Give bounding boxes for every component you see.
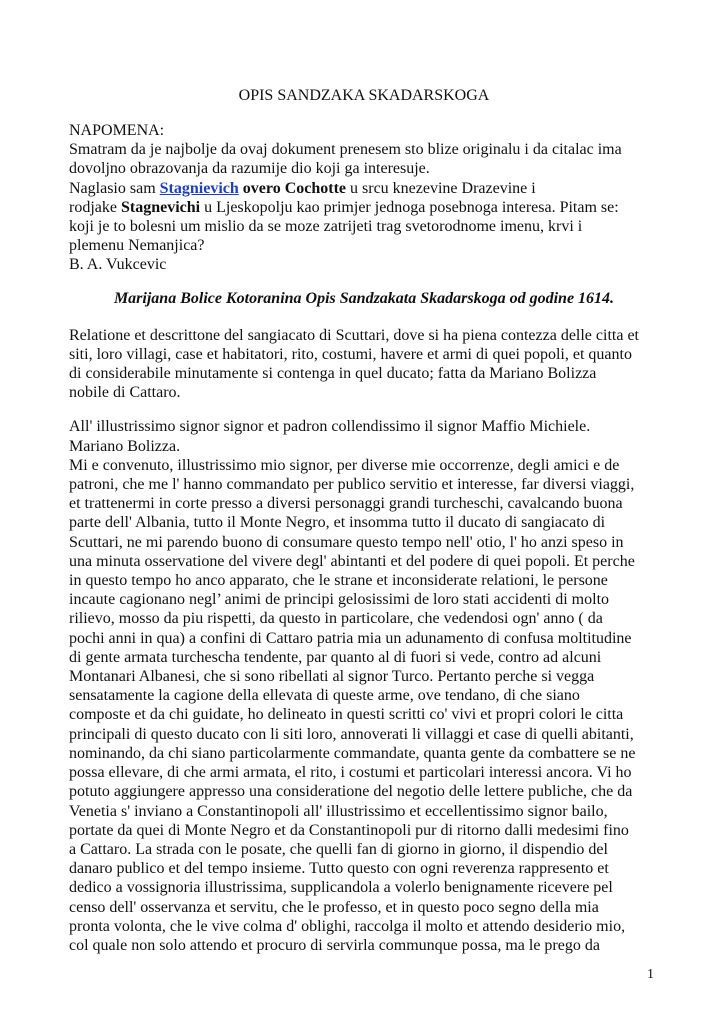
paragraph-letter (69, 417, 659, 955)
note-line (69, 198, 659, 217)
paragraph-line: dedico a vossignoria illustrissima, supplicandola a volerlo benignamente ricevere pel (69, 879, 613, 897)
document-subtitle: Marijana Bolice Kotoranina Opis Sandzakata Skadarskoga od godine 1614. (113, 289, 615, 307)
paragraph-line: a Cattaro. La strada con le posate, che quelli fan di giorno in giorno, il dispendio del (69, 840, 608, 858)
note-text: u srcu knezevine Drazevine i (346, 179, 536, 197)
paragraph-line: incaute cagionano negl’ animi de principi gelosissimi de loro stati accidenti di molto (69, 591, 610, 609)
paragraph-line: rilievo, mosso da piu rispetti, da questo in particolare, che vedendosi ogn' anno ( da (69, 610, 603, 628)
note-bold-text: overo Cochotte (238, 179, 347, 197)
note-text: rodjake (69, 198, 121, 216)
paragraph-spacer (69, 402, 659, 417)
document-page (69, 86, 659, 955)
paragraph-line: Venetia s' inviano a Constantinopoli all' illustrissimo et eccellentissimo signor bailo, (69, 802, 608, 820)
paragraph-line: siti, loro villagi, case et habitatori, rito, costumi, havere et armi di quei popoli, et quanto (69, 345, 632, 363)
note-section (69, 121, 659, 275)
paragraph-line: di gente armata turchescha tendente, par quanto al di fuori si vede, contro ad alcuni (69, 648, 602, 666)
paragraph-line: possa ellevare, di che armi armata, el rito, i costumi et particolari interessi ancora. Vi ho (69, 764, 632, 782)
paragraph-line: danaro publico et del tempo insieme. Tutto questo con ogni reverenza rappresento et (69, 860, 609, 878)
note-text: Naglasio sam (69, 179, 160, 197)
paragraph-line: composte et da chi guidate, ho delineato in questi scritti co' vivi et propri colori le citta (69, 706, 624, 724)
note-heading: NAPOMENA: (69, 122, 165, 139)
note-line: koji je to bolesni um mislio da se moze zatrijeti trag svetorodnome imenu, krvi i (69, 218, 583, 236)
paragraph-line: nominando, da chi siano particolarmente commandate, quanta gente da combattere se ne (69, 744, 636, 762)
note-line (69, 179, 659, 198)
paragraph-line: di considerabile minutamente si contenga in quel ducato; fatta da Mariano Bolizza (69, 365, 597, 383)
note-author: B. A. Vukcevic (69, 256, 167, 274)
paragraph-line: una minuta osservatione del vivere degl' abintanti et del podere di quei popoli. Et perche (69, 552, 635, 570)
paragraph-line: potuto aggiungere appresso una consideratione del negotio delle lettere publiche, che da (69, 783, 633, 801)
paragraph-line: nobile di Cattaro. (69, 384, 181, 402)
paragraph-line: Montanari Albanesi, che si sono ribellati al signor Turco. Pertanto perche si vegga (69, 668, 595, 686)
paragraph-line: parte dell' Albania, tutto il Monte Negro, et insomma tutto il ducato di sangiacato di (69, 514, 606, 532)
paragraph-line: Mi e convenuto, illustrissimo mio signor, per diverse mie occorrenze, degli amici e de (69, 456, 620, 474)
paragraph-line: et trattenermi in corte presso a diversi personaggi grandi turcheschi, cavalcando buona (69, 495, 623, 513)
paragraph-line: Scuttari, ne mi parendo buono di consumare questo tempo nell' otio, l' ho anzi speso in (69, 533, 624, 551)
paragraph-line: col quale non solo attendo et procuro di servirla communque possa, ma le prego da (69, 936, 600, 954)
note-line: Smatram da je najbolje da ovaj dokument prenesem sto blize originalu i da citalac ima (69, 141, 622, 159)
paragraph-line: All' illustrissimo signor signor et padron collendissimo il signor Maffio Michiele. (69, 418, 591, 436)
note-bold-text: Stagnevichi (120, 198, 201, 216)
note-line: plemenu Nemanjica? (69, 237, 205, 255)
paragraph-line: pronta volonta, che le vive colma d' oblighi, raccolga il molto et attendo desiderio mio, (69, 917, 626, 935)
paragraph-line: portate da quei di Monte Negro et da Constantinopoli pur di ritorno dalli medesimi fino (69, 821, 629, 839)
paragraph-line: Mariano Bolizza. (69, 437, 181, 455)
paragraph-line: pochi anni in qua) a confini di Cattaro patria mia un adunamento di confusa moltitudine (69, 629, 632, 647)
paragraph-line: in questo tempo ho anco apparato, che le strane et inconsiderate relationi, le persone (69, 572, 608, 590)
stagnievich-link[interactable]: Stagnievich (159, 179, 239, 197)
paragraph-line: patroni, che me l' hanno commandato per publico servitio et interesse, far diversi viaggi, (69, 476, 635, 494)
paragraph-line: Relatione et descrittone del sangiacato di Scuttari, dove si ha piena contezza delle citta et (69, 326, 639, 344)
note-text: u Ljeskopolju kao primjer jednoga posebnoga interesa. Pitam se: (200, 198, 619, 216)
note-line: dovoljno obrazovanja da razumije dio koji ga interesuje. (69, 160, 430, 178)
paragraph-line: principali di questo ducato con li siti loro, annoverati li villaggi et case di quelli abitanti, (69, 725, 634, 743)
paragraph-relatione (69, 326, 659, 403)
paragraph-line: sensatamente la cagione della ellevata di queste arme, ove tendano, di che siano (69, 687, 580, 705)
page-number: 1 (647, 967, 654, 982)
document-title: OPIS SANDZAKA SKADARSKOGA (238, 87, 490, 104)
paragraph-line: censo dell' osservanza et servitu, che le professo, et in questo poco segno della mia (69, 898, 599, 916)
